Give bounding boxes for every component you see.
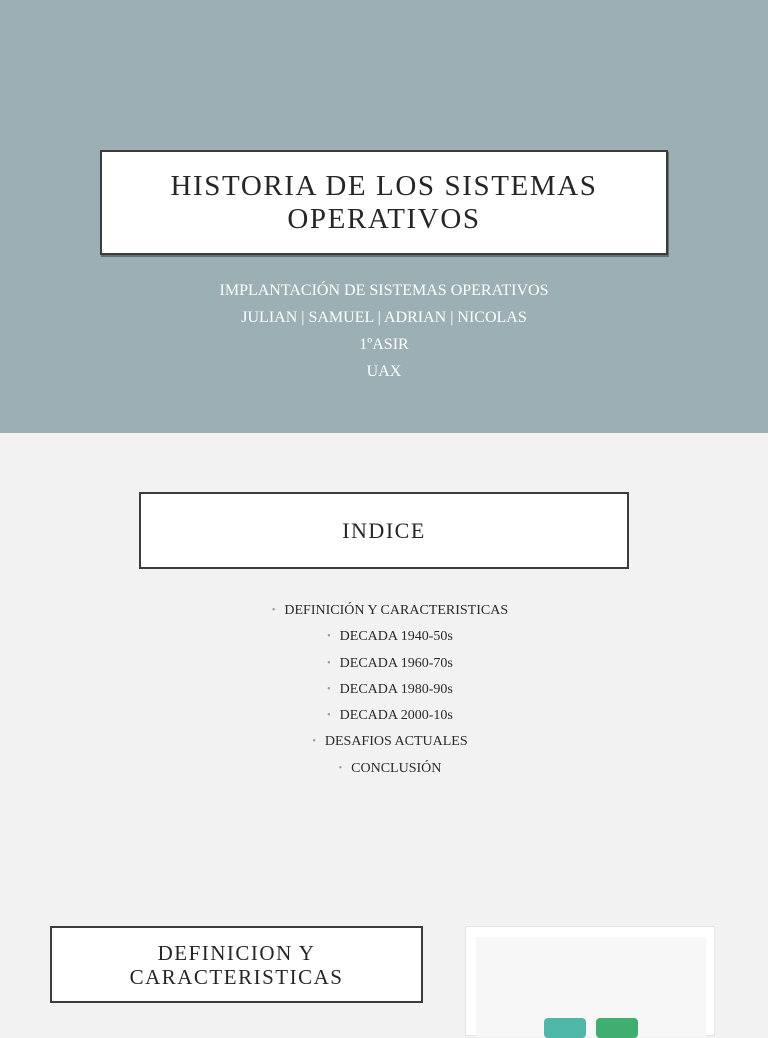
index-item-label: DECADA 2000-10s [339,708,453,724]
subtitle-block [0,277,768,385]
index-item-label: CONCLUSIÓN [351,760,442,776]
teal-tile-icon [544,1018,586,1038]
subtitle-authors: JULIAN | SAMUEL | ADRIAN | NICOLAS [241,309,527,326]
index-item [0,729,768,755]
green-tile-icon [596,1018,638,1038]
index-item-label: DECADA 1960-70s [339,655,453,671]
bullet-icon: • [312,736,316,748]
subtitle-group: 1ºASIR [359,336,409,353]
index-item-label: DEFINICIÓN Y CARACTERISTICAS [284,603,509,618]
bullet-icon: • [327,683,331,695]
index-item [0,598,768,624]
index-list [0,598,768,782]
definition-heading-box [50,926,423,1003]
index-item [0,703,768,729]
index-item [0,677,768,703]
index-item-label: DECADA 1980-90s [339,681,453,697]
title-slide [0,0,768,433]
illustration-card [465,926,715,1036]
bullet-icon: • [271,605,276,616]
illustration-image [476,937,706,1037]
bullet-icon: • [327,657,331,669]
index-heading: INDICE [342,517,426,543]
presentation-title: HISTORIA DE LOS SISTEMAS OPERATIVOS [170,169,598,235]
bullet-icon: • [327,710,331,722]
bullet-icon: • [327,631,331,643]
index-heading-box [139,492,629,569]
index-item [0,624,768,650]
index-item [0,756,768,782]
index-item-label: DECADA 1940-50s [339,629,453,645]
bullet-icon: • [338,762,343,774]
definition-heading: DEFINICION Y CARACTERISTICAS [129,940,344,989]
subtitle-university: UAX [366,363,402,380]
index-item [0,651,768,677]
subtitle-course: IMPLANTACIÓN DE SISTEMAS OPERATIVOS [219,282,549,299]
index-item-label: DESAFIOS ACTUALES [324,734,468,750]
title-box [100,150,668,255]
